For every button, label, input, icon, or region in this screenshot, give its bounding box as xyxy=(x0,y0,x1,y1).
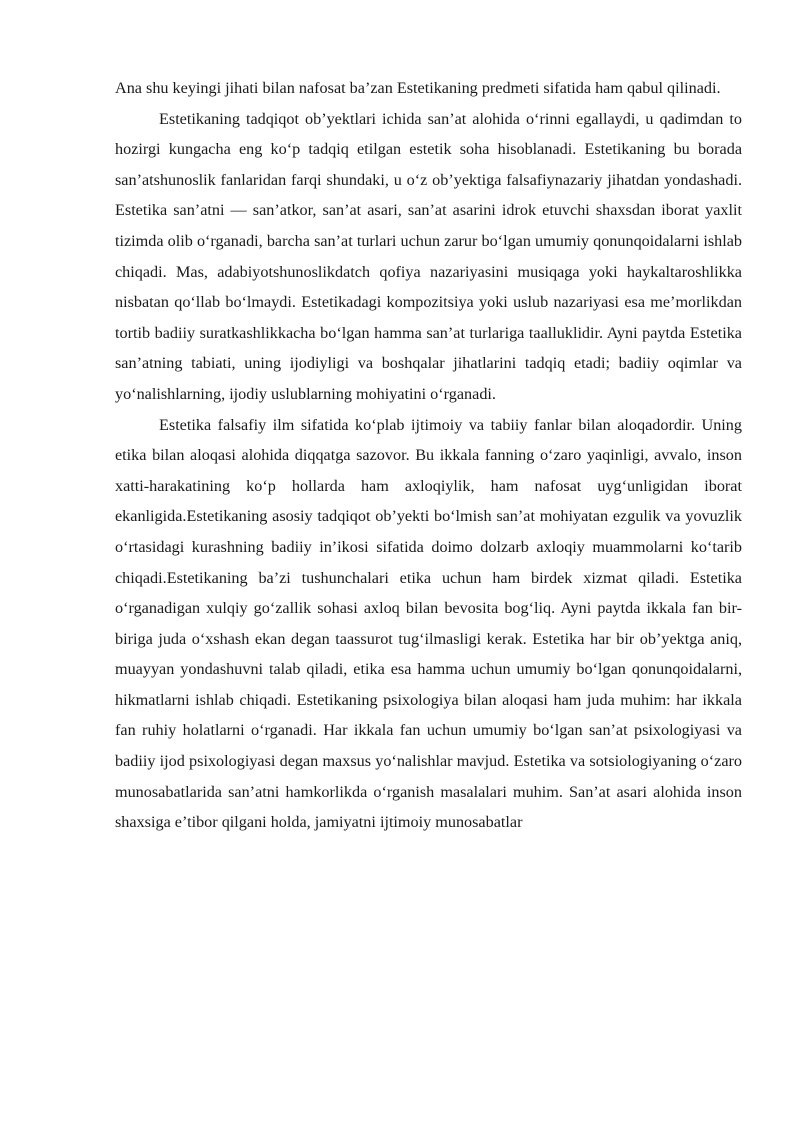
document-body xyxy=(115,73,742,838)
paragraph-continuation: Ana shu keyingi jihati bilan nafosat ba’zan Estetikaning predmeti sifatida ham qabul qilinadi. xyxy=(115,79,721,97)
paragraph-related-sciences: Estetika falsafiy ilm sifatida ko‘plab ijtimoiy va tabiiy fanlar bilan aloqadordir. Uning etika bilan aloqasi alohida diqqatga sazovor. Bu ikkala fanning o‘zaro yaqinligi, avvalo, inson xatti-harakatining ko‘p hollarda ham axloqiylik, ham nafosat uyg‘unligidan iborat ekanligida.Estetikaning asosiy tadqiqot ob’yekti bo‘lmish san’at mohiyatan ezgulik va yovuzlik o‘rtasidagi kurashning badiiy in’ikosi sifatida doimo dolzarb axloqiy muammolarni ko‘tarib chiqadi.Estetikaning ba’zi tushunchalari etika uchun ham birdek xizmat qiladi. Estetika o‘rganadigan xulqiy go‘zallik sohasi axloq bilan bevosita bog‘liq. Ayni paytda ikkala fan bir-biriga juda o‘xshash ekan degan taassurot tug‘ilmasligi kerak. Estetika har bir ob’yektga aniq, muayyan yondashuvni talab qiladi, etika esa hamma uchun umumiy bo‘lgan qonunqoidalarni, hikmatlarni ishlab chiqadi. Estetikaning psixologiya bilan aloqasi ham juda muhim: har ikkala fan ruhiy holatlarni o‘rganadi. Har ikkala fan uchun umumiy bo‘lgan san’at psixologiyasi va badiiy ijod psixologiyasi degan maxsus yo‘nalishlar mavjud. Estetika va sotsiologiyaning o‘zaro munosabatlarida san’atni hamkorlikda o‘rganish masalalari muhim. San’at asari alohida inson shaxsiga e’tibor qilgani holda, jamiyatni ijtimoiy munosabatlar xyxy=(115,415,742,832)
paragraph-art-object: Estetikaning tadqiqot ob’yektlari ichida san’at alohida o‘rinni egallaydi, u qadimdan to hozirgi kungacha eng ko‘p tadqiq etilgan estetik soha hisoblanadi. Estetikaning bu borada san’atshunoslik fanlaridan farqi shundaki, u o‘z ob’yektiga falsafiynazariy jihatdan yondashadi. Estetika san’atni — san’atkor, san’at asari, san’at asarini idrok etuvchi shaxsdan iborat yaxlit tizimda olib o‘rganadi, barcha san’at turlari uchun zarur bo‘lgan umumiy qonunqoidalarni ishlab chiqadi. Mas, adabiyotshunoslikdatch qofiya nazariyasini musiqaga yoki haykaltaroshlikka nisbatan qo‘llab bo‘lmaydi. Estetikadagi kompozitsiya yoki uslub nazariyasi esa me’morlikdan tortib badiiy suratkashlikkacha bo‘lgan hamma san’at turlariga taalluklidir. Ayni paytda Estetika san’atning tabiati, uning ijodiyligi va boshqalar jihatlarini tadqiq etadi; badiiy oqimlar va yo‘nalishlarning, ijodiy uslublarning mohiyatini o‘rganadi. xyxy=(115,109,742,403)
